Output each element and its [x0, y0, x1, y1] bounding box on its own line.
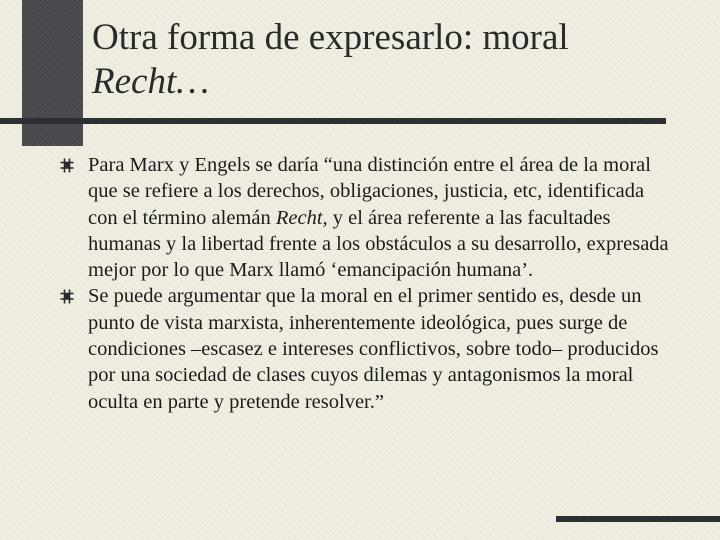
title-line-1: Otra forma de expresarlo: moral [92, 17, 569, 58]
title-rule [0, 118, 666, 124]
bullet-list [56, 152, 676, 415]
bullet-item-2 [56, 283, 676, 414]
hash-bullet-icon [60, 158, 74, 173]
hash-bullet-icon [60, 289, 74, 304]
decorative-side-bar [22, 0, 83, 146]
title-line-2: Recht… [92, 61, 210, 102]
bullet-text-2: Se puede argumentar que la moral en el primer sentido es, desde un punto de vista marxista, inherentemente ideológica, pues surge de condiciones –escasez e intereses conflictivos, sobre todo– producidos por una sociedad de clases cuyos dilemas y antagonismos la moral oculta en parte y pretende resolver.” [88, 285, 659, 413]
bullet-text-1 [88, 154, 669, 281]
bullet-1-italic-term: Recht, [275, 206, 328, 229]
slide-title [92, 16, 692, 104]
bullet-1-text-end: y el área referente a las facultades humanas y la libertad frente a los obstáculos a su desarrollo, expresada mejor por lo que Marx llamó ‘emancipación humana’. [88, 206, 669, 282]
footer-rule [556, 516, 720, 522]
bullet-1-text-start: Para Marx y Engels se daría “una distinción entre el área de la moral que se refiere a los derechos, obligaciones, justicia, etc, identificada con el término alemán [88, 154, 651, 229]
bullet-item-1 [56, 152, 676, 283]
